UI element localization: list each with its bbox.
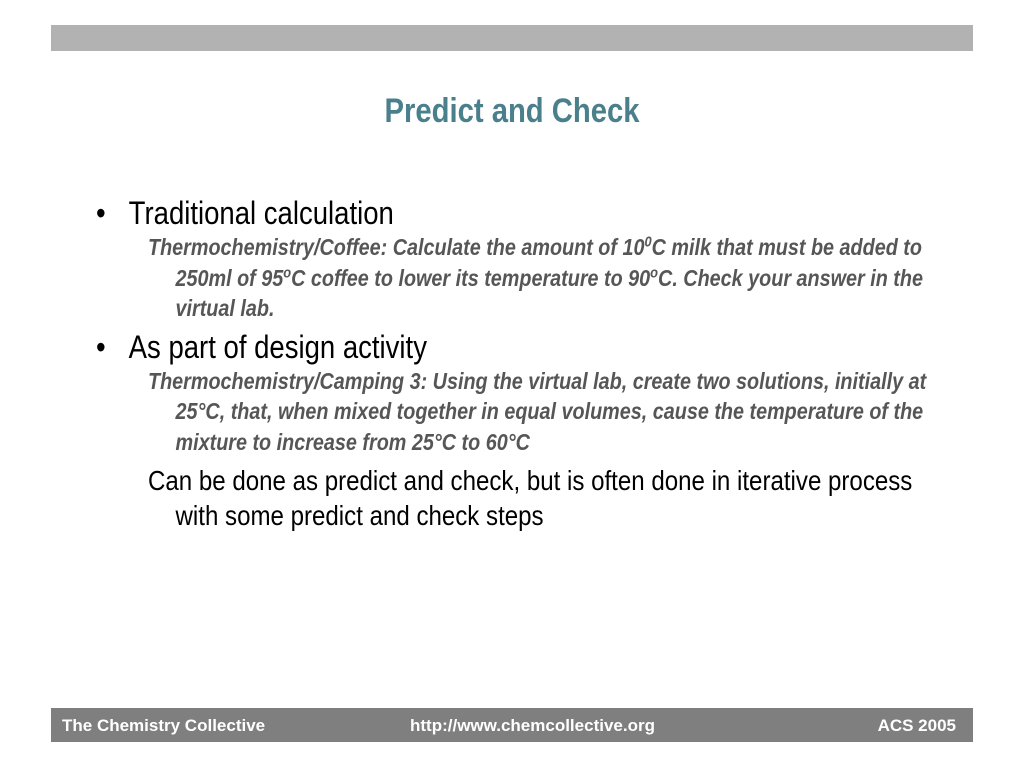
camping-exercise-description: Thermochemistry/Camping 3: Using the virtual lab, create two solutions, initially at 25°C, that, when mixed together in equal volumes, cause the temperature of the mixture to increase from 25°C to 60°C <box>148 367 927 455</box>
slide-content <box>96 194 956 533</box>
footer-url: http://www.chemcollective.org <box>410 716 655 735</box>
bullet-text: As part of design activity <box>128 328 427 365</box>
footer-event: ACS 2005 <box>877 716 956 735</box>
design-activity-note: Can be done as predict and check, but is often done in iterative process with some predict and check steps <box>148 465 913 531</box>
top-header-bar <box>51 25 973 51</box>
coffee-exercise-description: Thermochemistry/Coffee: Calculate the amount of $10^0C$ milk that must be added to 250ml of 95$^o$C coffee to lower its temperature to 90$^o$C. Check your answer in the virtual lab. <box>148 233 923 321</box>
bullet-item-design-activity <box>96 328 836 366</box>
bullet-icon: • <box>96 328 106 365</box>
footer-bar <box>51 708 973 742</box>
bullet-icon: • <box>96 195 106 231</box>
bullet-text: Traditional calculation <box>128 195 394 231</box>
footer-organization: The Chemistry Collective <box>62 716 266 735</box>
bullet-item-traditional-calculation <box>96 194 836 232</box>
slide-title: Predict and Check <box>384 92 640 130</box>
